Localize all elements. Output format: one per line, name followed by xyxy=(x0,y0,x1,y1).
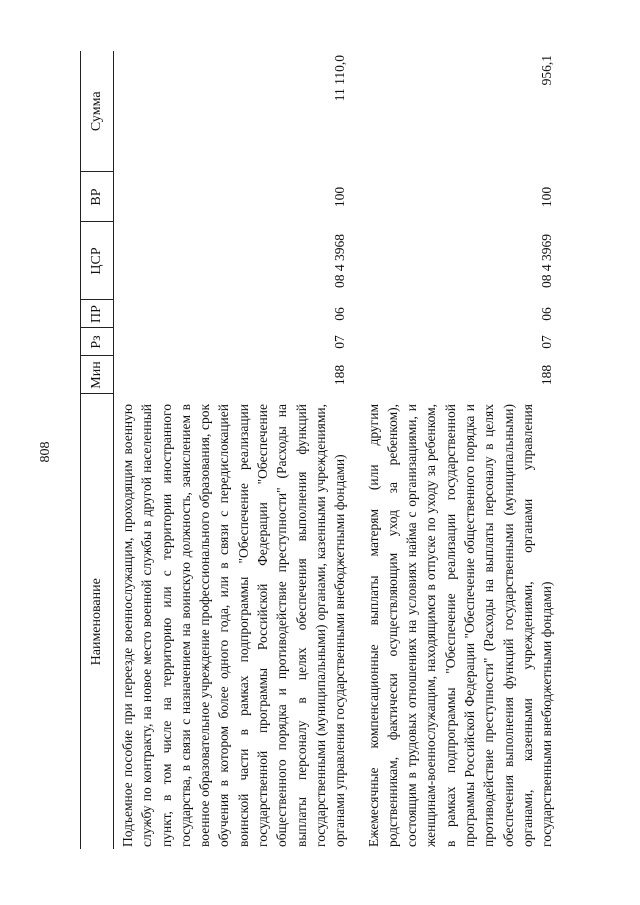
row-name: Ежемесячные компенсационные выплаты матерям (или другим родственникам, фактически осуществляющим уход за ребенком), состоящим в трудовых отношениях на условиях найма с организациями, и женщинам-военнослужащим, находящимся в отпуске по уходу за ребенком, в рамках подпрограммы "Обеспечение реализации государственной программы Российской Федерации "Обеспечение общественного порядка и противодействие преступности" (Расходы на выплаты персоналу в целях обеспечения выполнения функций государственными (муниципальными) органами, казенными учреждениями, органами управления государственными внебюджетными фондами) xyxy=(365,404,555,847)
column-header-rz: Рз xyxy=(81,328,114,356)
column-header-pr: ПР xyxy=(81,300,114,328)
row-csr: 08 4 3969 xyxy=(539,234,555,288)
column-header-sum: Сумма xyxy=(81,51,114,172)
row-rz: 07 xyxy=(332,335,348,349)
rotated-document-content xyxy=(80,51,564,849)
table-header-row xyxy=(81,51,114,849)
table-row xyxy=(114,51,360,849)
row-min: 188 xyxy=(332,364,348,386)
row-sum: 956,1 xyxy=(539,55,555,86)
row-pr: 06 xyxy=(332,307,348,321)
table-row xyxy=(360,51,567,849)
column-header-min: Мин xyxy=(81,356,114,394)
row-vr: 100 xyxy=(332,186,348,208)
page-number: 808 xyxy=(38,441,53,463)
column-header-vr: ВР xyxy=(81,172,114,222)
row-pr: 06 xyxy=(539,307,555,321)
row-sum: 11 110,0 xyxy=(332,55,348,102)
column-header-name: Наименование xyxy=(81,394,114,849)
row-name: Подъемное пособие при переезде военнослужащим, проходящим военную службу по контракту, на новое место военной службы в другой населенный пункт, в том числе на территорию или с территории иностранного государства, в связи с назначением на воинскую должность, зачислением в военное образовательное учреждение профессионального образования, срок обучения в котором более одного года, или в связи с передислокацией воинской части в рамках подпрограммы "Обеспечение реализации государственной программы Российской Федерации "Обеспечение общественного порядка и противодействие преступности" (Расходы на выплаты персоналу в целях обеспечения выполнения функций государственными (муниципальными) органами, казенными учреждениями, органами управления государственными внебюджетными фондами) xyxy=(120,404,348,847)
row-vr: 100 xyxy=(539,186,555,208)
budget-table xyxy=(80,51,567,849)
row-csr: 08 4 3968 xyxy=(332,234,348,288)
row-rz: 07 xyxy=(539,335,555,349)
column-header-csr: ЦСР xyxy=(81,222,114,300)
row-min: 188 xyxy=(539,364,555,386)
